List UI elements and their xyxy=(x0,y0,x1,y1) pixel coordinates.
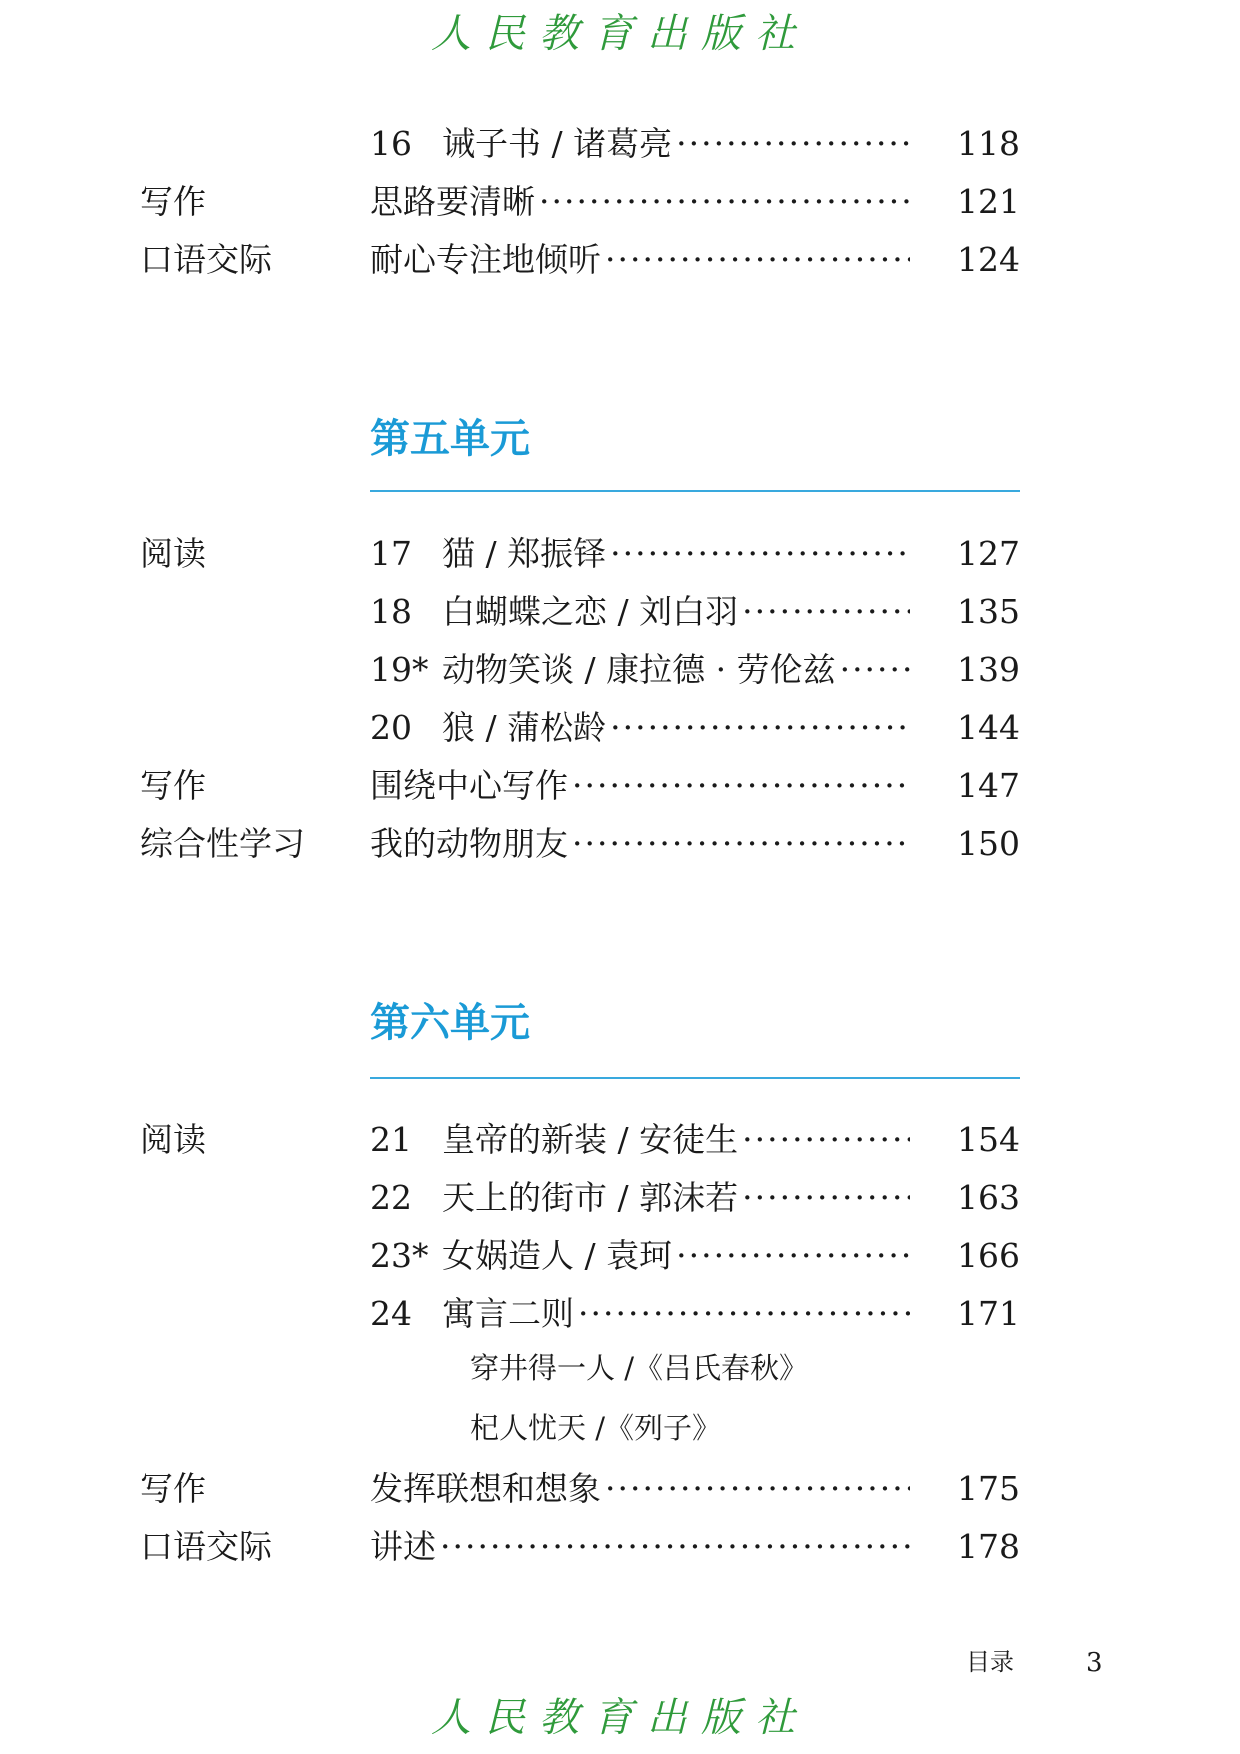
toc-entry[interactable] xyxy=(140,1230,1020,1282)
unit-divider xyxy=(370,1077,1020,1079)
toc-entry[interactable] xyxy=(140,760,1020,812)
entry-page: 150 xyxy=(957,824,1020,863)
entry-page: 127 xyxy=(957,534,1020,573)
dot-leader xyxy=(742,1172,910,1224)
dot-leader xyxy=(840,644,910,696)
entry-page: 175 xyxy=(957,1469,1020,1508)
footer-section-label: 目录 xyxy=(966,1648,1014,1676)
entry-category: 综合性学习 xyxy=(140,824,305,863)
entry-title: 发挥联想和想象 xyxy=(370,1469,601,1508)
entry-number: 18 xyxy=(370,592,412,631)
toc-entry[interactable] xyxy=(140,586,1020,638)
dot-leader xyxy=(742,586,910,638)
entry-page: 166 xyxy=(957,1236,1020,1275)
entry-title: 诫子书 / 诸葛亮 xyxy=(442,124,673,163)
entry-title: 耐心专注地倾听 xyxy=(370,240,601,279)
entry-category: 口语交际 xyxy=(140,240,272,279)
entry-page: 135 xyxy=(957,592,1020,631)
entry-page: 121 xyxy=(957,182,1020,221)
entry-number: 22 xyxy=(370,1178,412,1217)
entry-number: 24 xyxy=(370,1294,412,1333)
dot-leader xyxy=(605,234,910,286)
unit-title: 第五单元 xyxy=(370,416,530,462)
entry-title: 皇帝的新装 / 安徒生 xyxy=(442,1120,739,1159)
entry-title: 讲述 xyxy=(370,1527,436,1566)
entry-category: 写作 xyxy=(140,182,206,221)
entry-page: 171 xyxy=(957,1294,1020,1333)
dot-leader xyxy=(676,1230,910,1282)
entry-number: 17 xyxy=(370,534,412,573)
publisher-logo-top: 人民教育出版社 xyxy=(431,11,809,57)
entry-title: 白蝴蝶之恋 / 刘白羽 xyxy=(442,592,739,631)
entry-number: 21 xyxy=(370,1120,412,1159)
toc-entry[interactable] xyxy=(140,234,1020,286)
dot-leader xyxy=(572,818,910,870)
toc-entry[interactable] xyxy=(140,1521,1020,1573)
dot-leader xyxy=(440,1521,910,1573)
unit-title: 第六单元 xyxy=(370,1000,530,1046)
entry-category: 口语交际 xyxy=(140,1527,272,1566)
entry-page: 147 xyxy=(957,766,1020,805)
entry-number: 16 xyxy=(370,124,412,163)
dot-leader xyxy=(610,528,910,580)
entry-page: 178 xyxy=(957,1527,1020,1566)
dot-leader xyxy=(578,1288,910,1340)
toc-entry[interactable] xyxy=(140,176,1020,228)
dot-leader xyxy=(605,1463,910,1515)
unit-divider xyxy=(370,490,1020,492)
toc-entry[interactable] xyxy=(140,118,1020,170)
footer-page-number: 3 xyxy=(1086,1648,1103,1678)
toc-entry[interactable] xyxy=(140,1172,1020,1224)
dot-leader xyxy=(539,176,910,228)
entry-title: 女娲造人 / 袁珂 xyxy=(442,1236,673,1275)
toc-sub-entry[interactable]: 穿井得一人 /《吕氏春秋》 xyxy=(470,1351,808,1385)
entry-category: 写作 xyxy=(140,1469,206,1508)
entry-page: 124 xyxy=(957,240,1020,279)
toc-entry[interactable] xyxy=(140,818,1020,870)
dot-leader xyxy=(676,118,910,170)
toc-entry[interactable] xyxy=(140,1288,1020,1340)
entry-title: 狼 / 蒲松龄 xyxy=(442,708,607,747)
entry-page: 118 xyxy=(957,124,1020,163)
entry-title: 猫 / 郑振铎 xyxy=(442,534,607,573)
dot-leader xyxy=(610,702,910,754)
entry-page: 139 xyxy=(957,650,1020,689)
toc-entry[interactable] xyxy=(140,1114,1020,1166)
toc-entry[interactable] xyxy=(140,1463,1020,1515)
entry-page: 163 xyxy=(957,1178,1020,1217)
entry-title: 思路要清晰 xyxy=(370,182,535,221)
entry-page: 154 xyxy=(957,1120,1020,1159)
entry-number: 23* xyxy=(370,1236,429,1275)
entry-number: 19* xyxy=(370,650,429,689)
entry-title: 寓言二则 xyxy=(442,1294,574,1333)
entry-page: 144 xyxy=(957,708,1020,747)
dot-leader xyxy=(572,760,910,812)
entry-title: 围绕中心写作 xyxy=(370,766,568,805)
entry-category: 写作 xyxy=(140,766,206,805)
entry-category: 阅读 xyxy=(140,534,206,573)
dot-leader xyxy=(742,1114,910,1166)
entry-title: 我的动物朋友 xyxy=(370,824,568,863)
toc-entry[interactable] xyxy=(140,528,1020,580)
toc-entry[interactable] xyxy=(140,644,1020,696)
publisher-logo-bottom: 人民教育出版社 xyxy=(431,1695,809,1741)
entry-title: 动物笑谈 / 康拉德 · 劳伦兹 xyxy=(442,650,836,689)
entry-title: 天上的街市 / 郭沫若 xyxy=(442,1178,739,1217)
entry-number: 20 xyxy=(370,708,412,747)
toc-sub-entry[interactable]: 杞人忧天 /《列子》 xyxy=(470,1411,721,1445)
toc-entry[interactable] xyxy=(140,702,1020,754)
entry-category: 阅读 xyxy=(140,1120,206,1159)
